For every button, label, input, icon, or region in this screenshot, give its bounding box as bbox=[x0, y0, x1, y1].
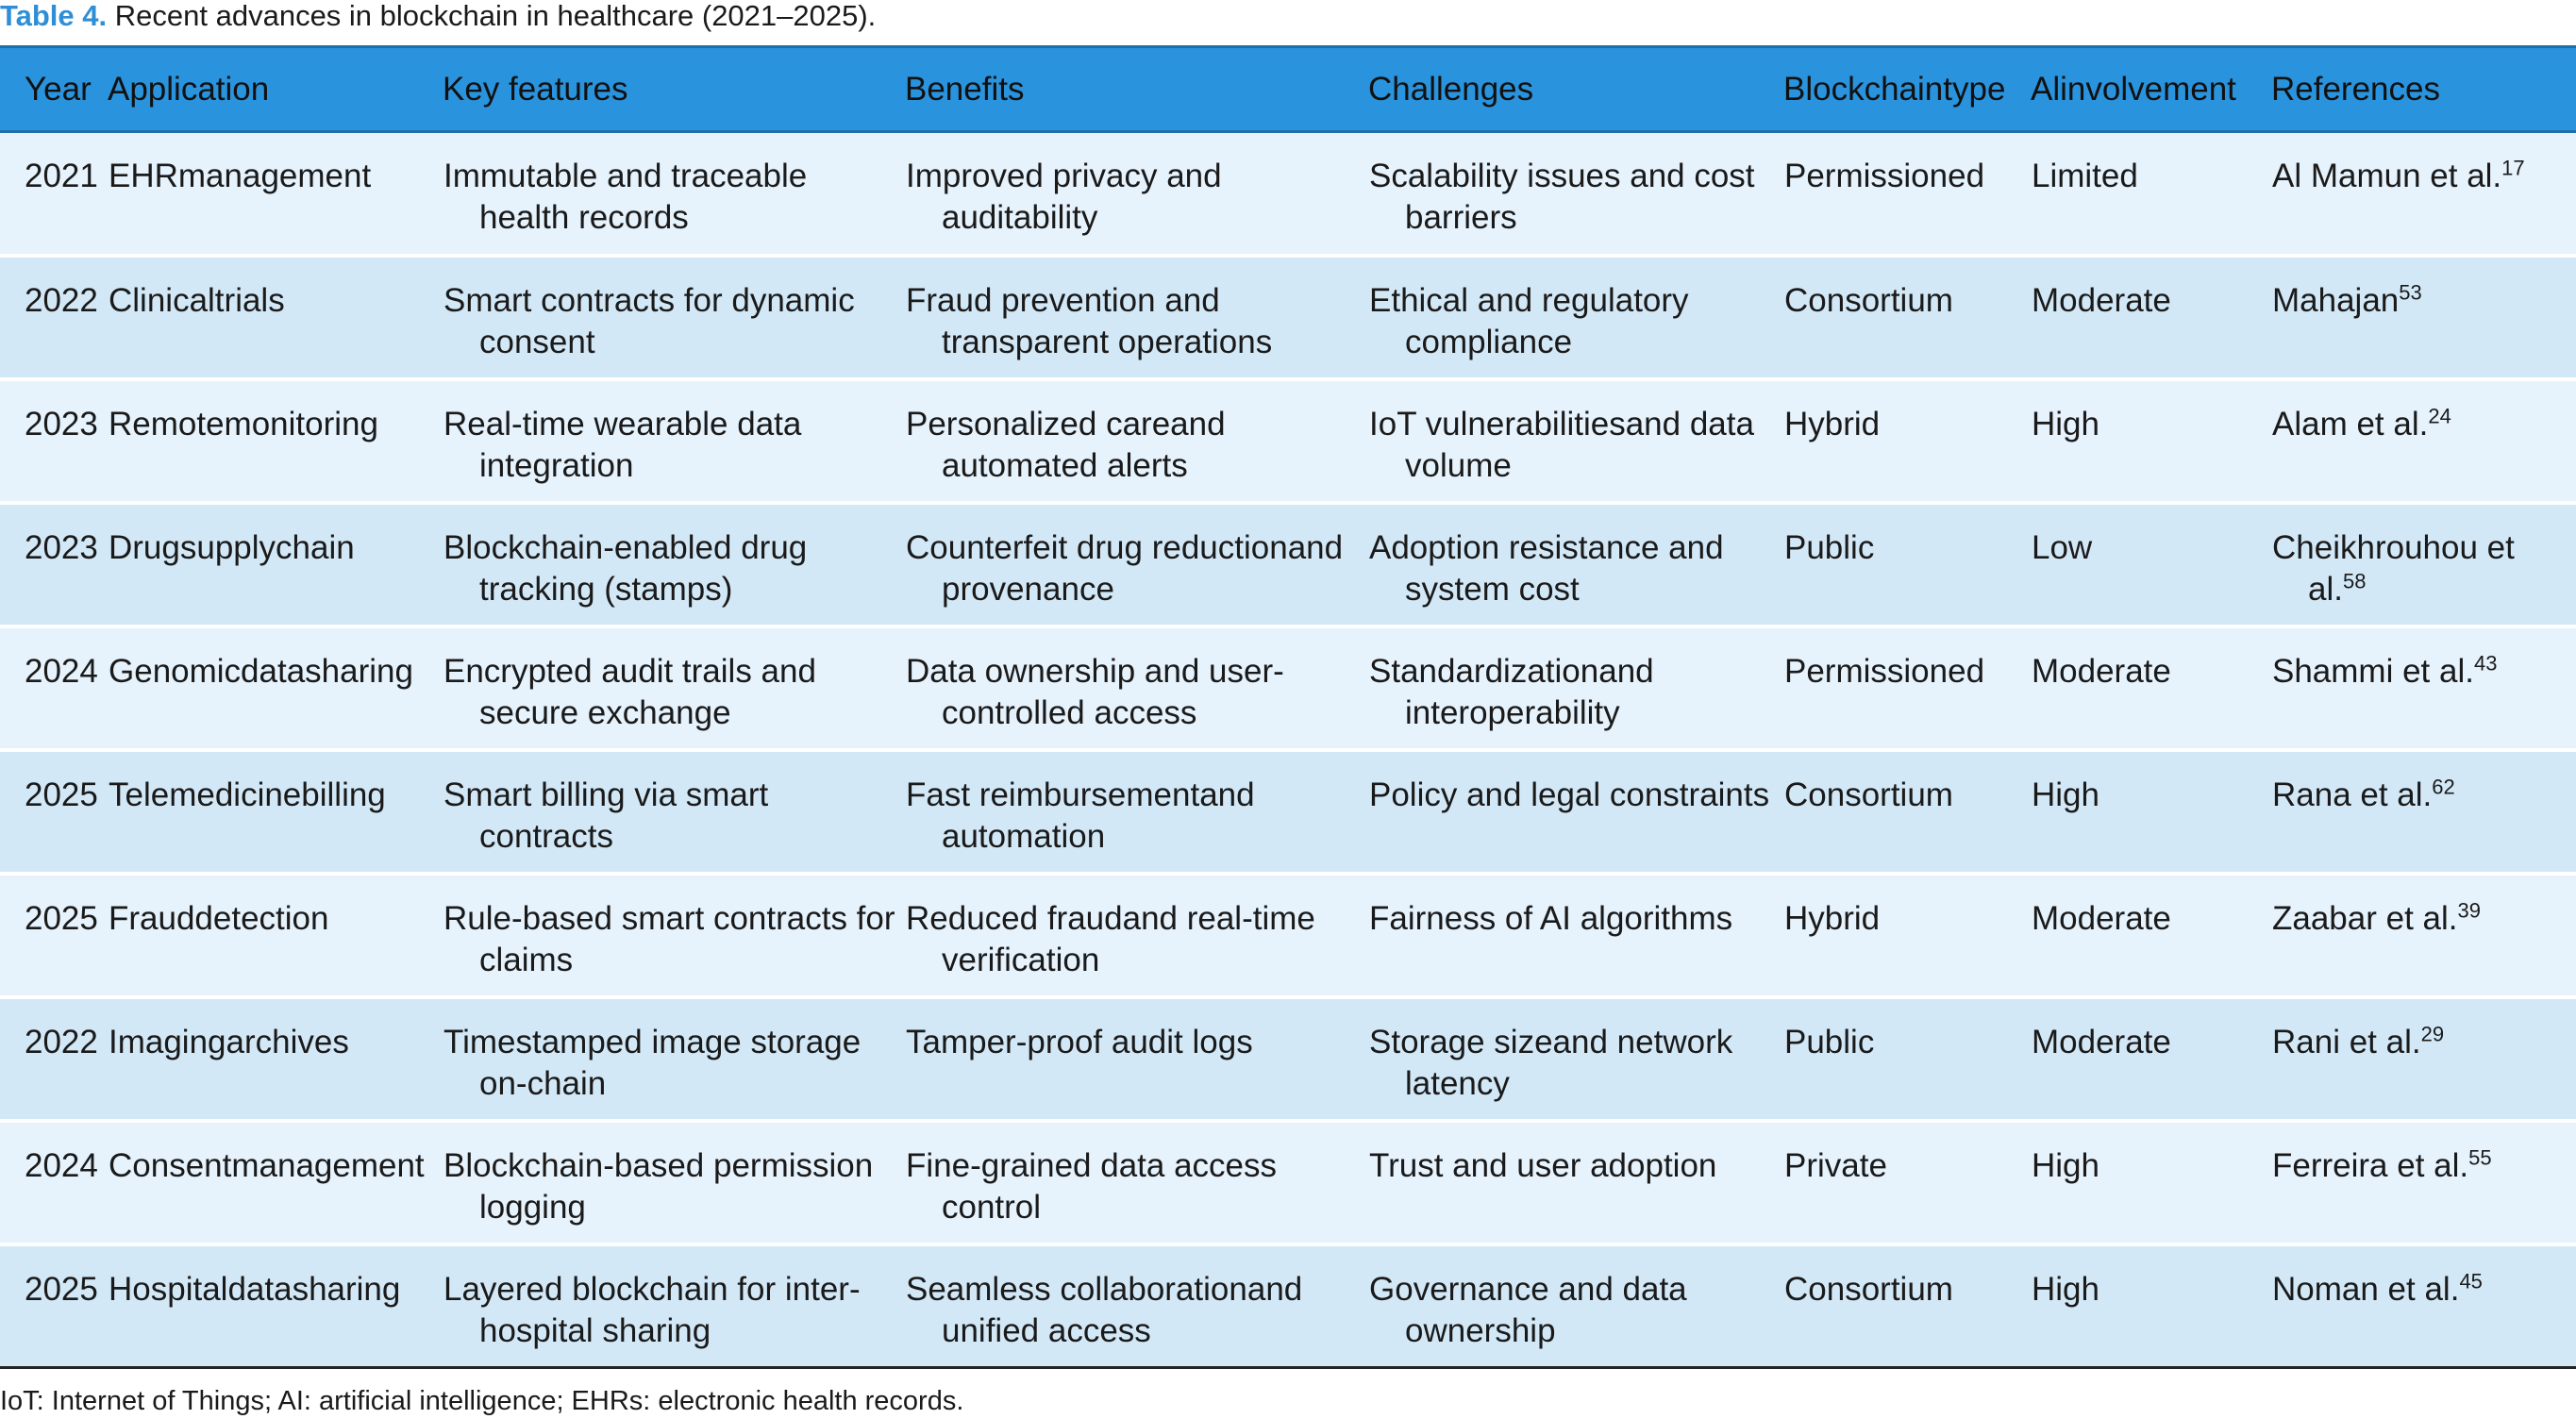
blockchain-healthcare-table bbox=[0, 45, 2576, 1369]
cell-challenges: Trust and user adoption bbox=[1369, 1146, 1717, 1184]
cell-benefits: Tamper-proof audit logs bbox=[906, 1023, 1253, 1060]
header-application: Application bbox=[108, 47, 443, 132]
reference-number: 43 bbox=[2473, 650, 2498, 675]
reference-number: 24 bbox=[2428, 403, 2451, 427]
header-row bbox=[0, 47, 2576, 132]
cell-reference: Zaabar et al.$^{39}$ bbox=[2272, 897, 2481, 937]
cell-challenges: IoT vulnerabilitiesand data volume bbox=[1369, 405, 1754, 484]
cell-type: Public bbox=[1783, 997, 2031, 1121]
cell-features: Encrypted audit trails and secure exchange bbox=[443, 652, 816, 731]
reference-number: 62 bbox=[2432, 774, 2455, 798]
cell-application: EHRmanagement bbox=[109, 158, 372, 194]
cell-type: Hybrid bbox=[1783, 379, 2031, 503]
table-row bbox=[0, 256, 2576, 379]
cell-reference: Ferreira et al.$^{55}$ bbox=[2272, 1144, 2492, 1184]
cell-features: Blockchain-enabled drug tracking (stamps) bbox=[443, 528, 808, 608]
cell-features: Timestamped image storage on-chain bbox=[443, 1023, 861, 1102]
table-caption bbox=[0, 0, 876, 32]
table-row bbox=[0, 750, 2576, 874]
cell-year: 2024 bbox=[0, 1121, 108, 1244]
cell-application: Clinicaltrials bbox=[108, 256, 443, 379]
cell-type: Permissioned bbox=[1783, 626, 2031, 750]
caption-label: Table 4. bbox=[0, 0, 108, 32]
reference-number: 29 bbox=[2420, 1021, 2445, 1045]
cell-application: Consentmanagement bbox=[108, 1121, 443, 1244]
cell-benefits: Seamless collaborationand unified access bbox=[906, 1270, 1303, 1349]
cell-application: Remotemonitoring bbox=[108, 379, 443, 503]
table-container bbox=[0, 45, 2576, 1369]
cell-year: 2024 bbox=[0, 626, 108, 750]
cell-features: Blockchain-based permission logging bbox=[443, 1146, 874, 1226]
cell-ai: Limited bbox=[2032, 158, 2138, 194]
cell-features: Rule-based smart contracts for claims bbox=[443, 899, 895, 978]
cell-challenges: Policy and legal constraints bbox=[1369, 776, 1770, 813]
cell-benefits: Reduced fraudand real-time verification bbox=[906, 899, 1315, 978]
cell-type: Permissioned bbox=[1784, 158, 1985, 194]
cell-benefits: Fraud prevention and transparent operations bbox=[906, 281, 1273, 360]
cell-application: Telemedicinebilling bbox=[108, 750, 443, 874]
reference-number: 53 bbox=[2399, 279, 2422, 304]
cell-challenges: Ethical and regulatory compliance bbox=[1369, 281, 1689, 360]
reference-number: 58 bbox=[2342, 568, 2367, 593]
caption-text: Recent advances in blockchain in healthcare (2021–2025). bbox=[114, 0, 877, 32]
header-references: References bbox=[2271, 47, 2576, 132]
table-row bbox=[0, 626, 2576, 750]
header-key-features: Key features bbox=[443, 47, 905, 132]
table-row bbox=[0, 503, 2576, 626]
cell-challenges: Storage sizeand network latency bbox=[1369, 1023, 1733, 1102]
cell-year: 2025 bbox=[0, 1244, 108, 1368]
reference-number: 55 bbox=[2468, 1144, 2492, 1169]
header-benefits: Benefits bbox=[905, 47, 1368, 132]
cell-ai: High bbox=[2031, 379, 2271, 503]
reference-number: 39 bbox=[2457, 897, 2481, 922]
cell-features: Smart billing via smart contracts bbox=[443, 776, 769, 855]
cell-type: Consortium bbox=[1783, 750, 2031, 874]
cell-reference: Rana et al.$^{62}$ bbox=[2272, 774, 2455, 813]
cell-benefits: Personalized careand automated alerts bbox=[906, 405, 1226, 484]
cell-benefits: Counterfeit drug reductionand provenance bbox=[906, 528, 1344, 608]
cell-reference: Mahajan$^{53}$ bbox=[2272, 279, 2422, 319]
cell-ai: High bbox=[2031, 1121, 2271, 1244]
cell-year: 2023 bbox=[0, 503, 108, 626]
cell-reference: Noman et al.$^{45}$ bbox=[2272, 1268, 2483, 1308]
cell-application: Frauddetection bbox=[108, 874, 443, 997]
cell-ai: Moderate bbox=[2031, 256, 2271, 379]
reference-number: 45 bbox=[2459, 1268, 2483, 1293]
header-year: Year bbox=[0, 47, 108, 132]
cell-reference: Al Mamun et al.$^{17}$ bbox=[2272, 156, 2525, 194]
cell-benefits: Improved privacy and auditability bbox=[906, 158, 1222, 236]
cell-challenges: Adoption resistance and system cost bbox=[1369, 528, 1724, 608]
cell-reference: Shammi et al.$^{43}$ bbox=[2272, 650, 2498, 690]
cell-challenges: Standardizationand interoperability bbox=[1369, 652, 1654, 731]
cell-application: Drugsupplychain bbox=[108, 503, 443, 626]
table-row bbox=[0, 132, 2576, 256]
cell-type: Private bbox=[1783, 1121, 2031, 1244]
cell-type: Consortium bbox=[1783, 256, 2031, 379]
cell-features: Layered blockchain for inter-hospital sharing bbox=[443, 1270, 861, 1349]
table-row bbox=[0, 379, 2576, 503]
cell-application: Hospitaldatasharing bbox=[108, 1244, 443, 1368]
cell-challenges: Scalability issues and cost barriers bbox=[1369, 158, 1755, 236]
cell-features: Real-time wearable data integration bbox=[443, 405, 802, 484]
cell-year: 2025 bbox=[0, 874, 108, 997]
table-footnote: IoT: Internet of Things; AI: artificial intelligence; EHRs: electronic health records. bbox=[0, 1386, 964, 1416]
cell-type: Consortium bbox=[1783, 1244, 2031, 1368]
cell-ai: Low bbox=[2031, 503, 2271, 626]
table-row bbox=[0, 997, 2576, 1121]
cell-ai: Moderate bbox=[2031, 997, 2271, 1121]
cell-features: Immutable and traceable health records bbox=[443, 158, 808, 236]
table-row bbox=[0, 1121, 2576, 1244]
cell-application: Imagingarchives bbox=[108, 997, 443, 1121]
cell-challenges: Governance and data ownership bbox=[1369, 1270, 1687, 1349]
cell-ai: High bbox=[2031, 750, 2271, 874]
cell-reference: Rani et al.$^{29}$ bbox=[2272, 1021, 2445, 1060]
cell-features: Smart contracts for dynamic consent bbox=[443, 281, 855, 360]
cell-benefits: Fine-grained data access control bbox=[906, 1146, 1277, 1226]
table-row bbox=[0, 874, 2576, 997]
cell-year: 2023 bbox=[0, 379, 108, 503]
cell-year: 2022 bbox=[0, 256, 108, 379]
cell-type: Hybrid bbox=[1783, 874, 2031, 997]
cell-year: 2021 bbox=[25, 158, 98, 194]
cell-year: 2025 bbox=[0, 750, 108, 874]
cell-reference: Cheikhrouhou et al.$^{58}$ bbox=[2272, 528, 2515, 608]
cell-benefits: Data ownership and user-controlled access bbox=[906, 652, 1284, 731]
header-blockchain-type: Blockchaintype bbox=[1783, 47, 2031, 132]
cell-benefits: Fast reimbursementand automation bbox=[906, 776, 1255, 855]
cell-ai: Moderate bbox=[2031, 626, 2271, 750]
cell-ai: Moderate bbox=[2031, 874, 2271, 997]
cell-application: Genomicdatasharing bbox=[108, 626, 443, 750]
cell-ai: High bbox=[2031, 1244, 2271, 1368]
cell-year: 2022 bbox=[0, 997, 108, 1121]
cell-challenges: Fairness of AI algorithms bbox=[1369, 899, 1733, 937]
header-ai-involvement: Alinvolvement bbox=[2031, 47, 2271, 132]
header-challenges: Challenges bbox=[1368, 47, 1783, 132]
table-row bbox=[0, 1244, 2576, 1368]
cell-reference: Alam et al.$^{24}$ bbox=[2272, 403, 2451, 442]
reference-number: 17 bbox=[2501, 156, 2525, 180]
cell-type: Public bbox=[1783, 503, 2031, 626]
